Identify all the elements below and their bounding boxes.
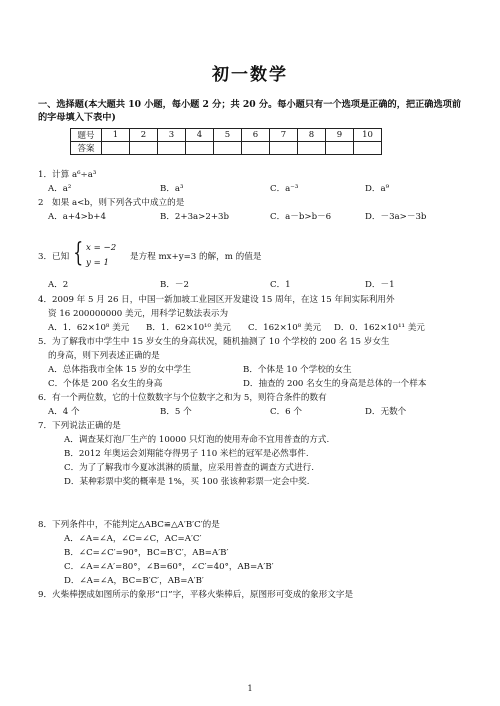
q6-option-a: A．4 个	[48, 407, 80, 417]
q6-option-b: B．5 个	[160, 407, 192, 417]
q7-option-a: A．调查某灯泡厂生产的 10000 只灯泡的使用寿命不宜用普查的方式.	[64, 435, 330, 445]
q4-option-b: B．1．62×10¹⁰ 美元	[146, 323, 231, 333]
q5-option-a: A．总体指我市全体 15 岁的女中学生	[48, 365, 191, 375]
answer-cell[interactable]	[326, 142, 354, 155]
q6-option-c: C．6 个	[270, 407, 302, 417]
question-2-stem: 2 如果 a<b，则下列各式中成立的是	[38, 198, 185, 208]
question-1-stem: 1．计算 a⁶÷a³	[38, 170, 97, 180]
q8-option-d: D．∠A=∠A，BC=B′C′，AB=A′B′	[64, 576, 204, 586]
table-cell: 6	[242, 129, 270, 142]
q8-option-b: B．∠C=∠C′=90°，BC=B′C′，AB=A′B′	[64, 548, 229, 558]
q3-equation-1: x = −2	[86, 243, 117, 253]
q1-option-c: C．a⁻³	[270, 184, 299, 194]
section-heading: 一、选择题(本大题共 10 小题，每小题 2 分；共 20 分。每小题只有一个选项是正确的，把正确选项前的字母填入下表中)	[38, 99, 461, 123]
question-7-stem: 7．下列说法正确的是	[38, 421, 121, 431]
q1-option-a: A．a²	[48, 184, 72, 194]
question-4-line2: 资 16 200000000 美元，用科学记数法表示为	[48, 309, 229, 319]
answer-cell[interactable]	[158, 142, 186, 155]
answer-cell[interactable]	[130, 142, 158, 155]
table-cell: 5	[214, 129, 242, 142]
brace-symbol: {	[73, 238, 84, 268]
table-cell: 4	[186, 129, 214, 142]
answer-table	[70, 128, 382, 155]
answer-cell[interactable]	[270, 142, 298, 155]
answer-cell[interactable]	[186, 142, 214, 155]
q5-option-d: D．抽查的 200 名女生的身高是总体的一个样本	[243, 379, 427, 389]
q1-option-d: D．a⁹	[365, 184, 390, 194]
q5-option-b: B．个体是 10 个学校的女生	[243, 365, 352, 375]
q2-option-d: D．－3a>－3b	[365, 212, 427, 222]
answer-cell[interactable]	[214, 142, 242, 155]
table-cell: 答案	[71, 142, 102, 155]
table-cell: 9	[326, 129, 354, 142]
q3-option-d: D．－1	[365, 280, 395, 290]
table-cell: 题号	[71, 129, 102, 142]
page-title: 初一数学	[212, 65, 288, 85]
q8-option-c: C．∠A=∠A′=80°，∠B=60°，∠C′=40°，AB=A′B′	[64, 562, 274, 572]
q3-option-a: A．2	[48, 280, 69, 290]
q3-option-c: C．1	[270, 280, 291, 290]
answer-table-answer-row	[71, 142, 382, 155]
q7-option-c: C．为了了解我市今夏冰淇淋的质量，应采用普查的调查方式进行.	[64, 463, 314, 473]
q3-equation-2: y = 1	[86, 258, 109, 268]
question-9-stem: 9．火柴棒摆成如图所示的象形“口”字，平移火柴棒后，原图形可变成的象形文字是	[38, 590, 354, 600]
q4-option-c: C．162×10⁸ 美元	[248, 323, 322, 333]
q4-option-d: D．0．162×10¹¹ 美元	[334, 323, 425, 333]
q1-option-b: B．a³	[160, 184, 184, 194]
q4-option-a: A．1．62×10⁸ 美元	[48, 323, 130, 333]
q7-option-d: D．某种彩票中奖的概率是 1%，买 100 张该种彩票一定会中奖.	[64, 477, 310, 487]
q7-option-b: B．2012 年奥运会刘翔能夺得男子 110 米栏的冠军是必然事件.	[64, 449, 309, 459]
q2-option-c: C．a－b>b－6	[270, 212, 332, 222]
question-4-line1: 4．2009 年 5 月 26 日，中国一新加坡工业园区开发建设 15 周年，在这 15 年间实际利用外	[38, 295, 395, 305]
question-3-stem: 是方程 mx+y=3 的解，m 的值是	[130, 252, 262, 262]
q3-option-b: B．－2	[160, 280, 189, 290]
answer-cell[interactable]	[242, 142, 270, 155]
answer-cell[interactable]	[298, 142, 326, 155]
q6-option-d: D．无数个	[365, 407, 407, 417]
q2-option-a: A．a+4>b+4	[48, 212, 106, 222]
question-8-stem: 8．下列条件中，不能判定△ABC≌△A′B′C′的是	[38, 520, 220, 530]
table-cell: 1	[102, 129, 130, 142]
answer-cell[interactable]	[102, 142, 130, 155]
answer-cell[interactable]	[354, 142, 382, 155]
question-3-prefix: 3．已知	[38, 252, 70, 262]
table-cell: 10	[354, 129, 382, 142]
q8-option-a: A．∠A=∠A，∠C=∠C，AC=A′C′	[64, 534, 202, 544]
q2-option-b: B．2+3a>2+3b	[160, 212, 230, 222]
q5-option-c: C．个体是 200 名女生的身高	[48, 379, 163, 389]
table-cell: 3	[158, 129, 186, 142]
page-number: 1	[247, 684, 253, 693]
table-cell: 2	[130, 129, 158, 142]
answer-table-header-row	[71, 129, 382, 142]
table-cell: 8	[298, 129, 326, 142]
question-5-line1: 5．为了解我市中学生中 15 岁女生的身高状况，随机抽测了 10 个学校的 200 名 15 岁女生	[38, 337, 390, 347]
question-6-stem: 6．有一个两位数，它的十位数数字与个位数字之和为 5，则符合条件的数有	[38, 393, 327, 403]
table-cell: 7	[270, 129, 298, 142]
question-5-line2: 的身高，则下列表述正确的是	[48, 351, 160, 361]
